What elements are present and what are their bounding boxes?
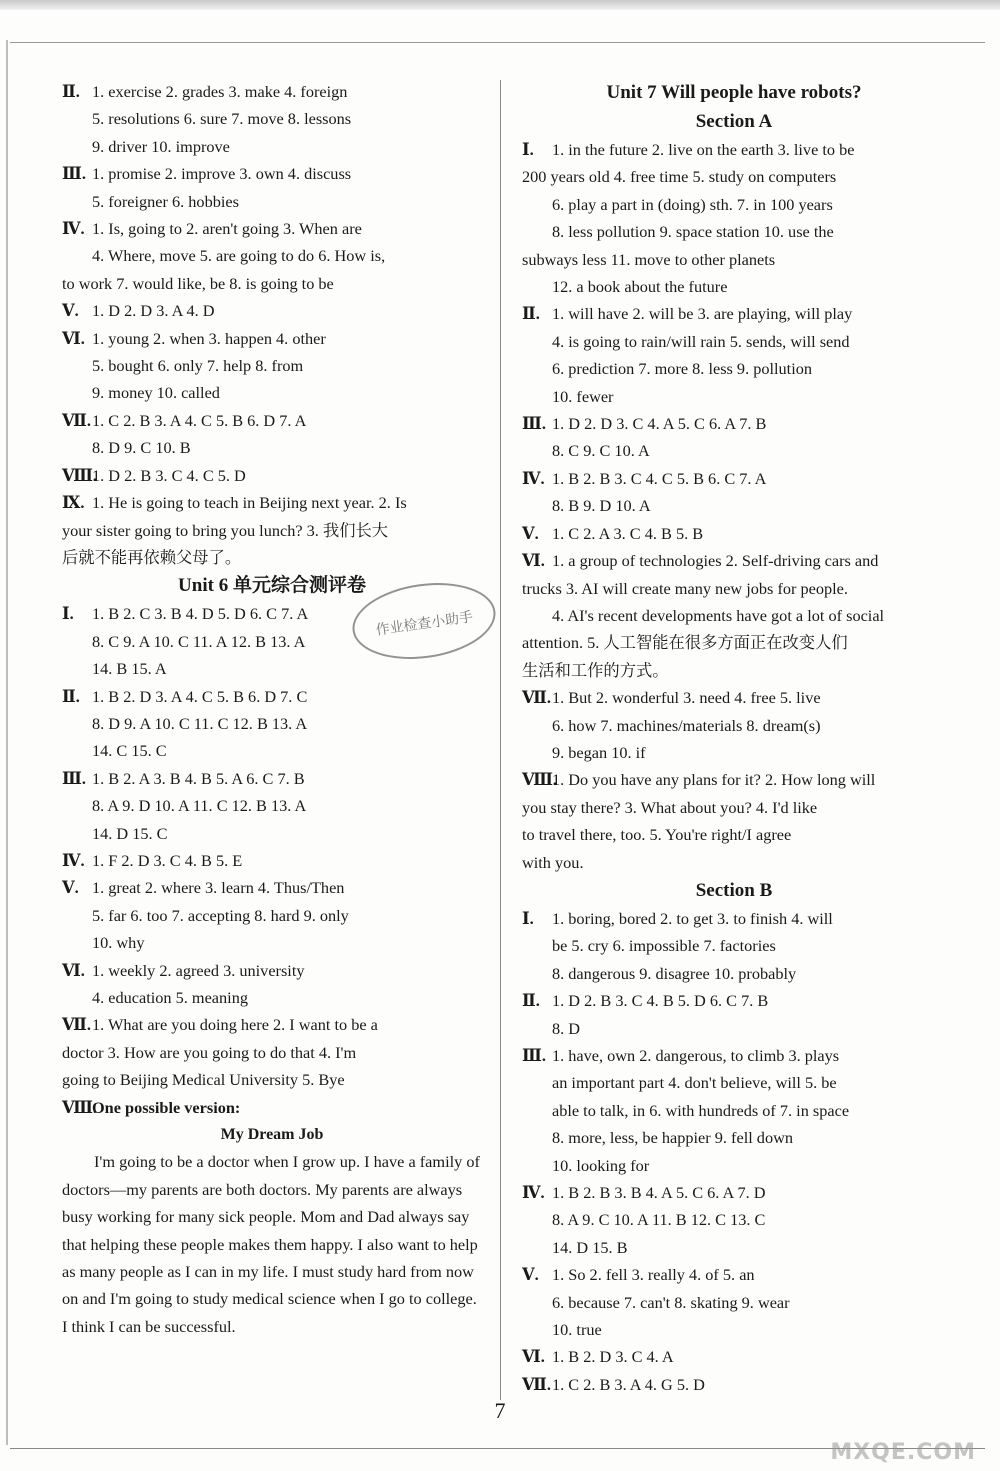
- answer-line: [522, 657, 946, 684]
- section-numeral: Ⅸ.: [62, 493, 85, 513]
- answer-line: [522, 1234, 946, 1261]
- answer-line: [62, 489, 482, 516]
- answer-text: 1. B 2. A 3. B 4. B 5. A 6. C 7. B: [92, 768, 305, 788]
- answer-line: [62, 984, 482, 1011]
- answer-text: 1. have, own 2. dangerous, to climb 3. plays: [552, 1046, 840, 1065]
- answer-line: [62, 188, 482, 215]
- answer-line: [522, 739, 946, 766]
- answer-line: [522, 575, 946, 602]
- answer-line: [522, 629, 946, 656]
- answer-text: 6. prediction 7. more 8. less 9. pollution: [552, 359, 813, 379]
- section-numeral: Ⅴ.: [62, 301, 79, 321]
- answer-text: 10. fewer: [552, 386, 614, 406]
- answer-text: able to talk, in 6. with hundreds of 7. in space: [552, 1100, 850, 1120]
- answer-text: your sister going to bring you lunch? 3. 我们长大: [62, 520, 389, 540]
- answer-text: doctor 3. How are you going to do that 4. I'm: [62, 1042, 357, 1062]
- answer-text: 8. C 9. C 10. A: [552, 441, 650, 461]
- answer-text: going to Beijing Medical University 5. Bye: [62, 1070, 345, 1090]
- answer-text: subways less 11. move to other planets: [522, 249, 776, 269]
- binding-edge: [6, 40, 8, 1445]
- answer-line: [62, 820, 482, 847]
- section-numeral: Ⅲ.: [62, 768, 86, 788]
- section-numeral: Ⅶ.: [62, 1015, 91, 1035]
- answer-text: 4. Where, move 5. are going to do 6. How is,: [92, 246, 386, 266]
- answer-text: 9. money 10. called: [92, 383, 220, 403]
- answer-text: 4. education 5. meaning: [92, 988, 248, 1007]
- answer-text: an important part 4. don't believe, will 5. be: [552, 1073, 837, 1093]
- answer-text: 8. more, less, be happier 9. fell down: [552, 1128, 793, 1148]
- answer-text: 14. D 15. B: [552, 1237, 628, 1257]
- answer-text: 1. C 2. B 3. A 4. G 5. D: [552, 1374, 705, 1394]
- top-rule: [10, 42, 985, 43]
- answer-line: [62, 160, 482, 187]
- answer-text: 8. B 9. D 10. A: [552, 496, 651, 516]
- answer-line: [62, 544, 482, 571]
- answer-line: [62, 874, 482, 901]
- answer-text: 8. dangerous 9. disagree 10. probably: [552, 963, 797, 983]
- answer-text: 10. looking for: [552, 1155, 650, 1175]
- answer-line: [62, 655, 482, 682]
- section-numeral: Ⅴ.: [522, 1265, 539, 1285]
- answer-line: [62, 1094, 482, 1121]
- answer-text: 1. C 2. B 3. A 4. C 5. B 6. D 7. A: [92, 410, 307, 430]
- answer-text: 4. AI's recent developments have got a lot of social: [552, 605, 885, 625]
- answer-line: [522, 1015, 946, 1042]
- answer-text: 1. So 2. fell 3. really 4. of 5. an: [552, 1265, 755, 1285]
- section-numeral: Ⅱ.: [522, 991, 540, 1011]
- section-numeral: Ⅷ.: [62, 1097, 98, 1117]
- answer-line: [62, 1039, 482, 1066]
- answer-line: [522, 712, 946, 739]
- answer-text: attention. 5. 人工智能在很多方面正在改变人们: [522, 633, 848, 653]
- answer-text: 1. boring, bored 2. to get 3. to finish 4. will: [552, 908, 833, 928]
- answer-line: [62, 407, 482, 434]
- answer-text: 9. driver 10. improve: [92, 136, 230, 156]
- answer-text: 1. young 2. when 3. happen 4. other: [92, 328, 326, 348]
- answer-text: to work 7. would like, be 8. is going to be: [62, 273, 334, 293]
- answer-line: [522, 465, 946, 492]
- section-numeral: Ⅰ.: [522, 908, 534, 928]
- answer-text: 10. true: [552, 1320, 602, 1340]
- answer-line: [522, 191, 946, 218]
- answer-text: you stay there? 3. What about you? 4. I'd like: [522, 797, 818, 817]
- section-numeral: Ⅱ.: [522, 304, 540, 324]
- answer-line: [62, 737, 482, 764]
- scan-top-edge: [0, 0, 1000, 10]
- answer-line: [522, 437, 946, 464]
- answer-text: 1. What are you doing here 2. I want to be a: [92, 1015, 378, 1035]
- answer-line: [522, 1289, 946, 1316]
- answer-line: [62, 434, 482, 461]
- answer-line: [522, 821, 946, 848]
- section-heading: Section B: [695, 879, 773, 901]
- answer-text: 1. great 2. where 3. learn 4. Thus/Then: [92, 878, 345, 898]
- answer-line: [62, 352, 482, 379]
- answer-line: [522, 932, 946, 959]
- answer-line: [522, 849, 946, 876]
- section-numeral: Ⅲ.: [522, 1046, 546, 1065]
- answer-line: [62, 517, 482, 544]
- answer-text: 6. play a part in (doing) sth. 7. in 100 years: [552, 194, 833, 214]
- answer-line: [62, 847, 482, 874]
- stamp-text: 作业检查小助手: [374, 609, 475, 639]
- answer-text: 1. Is, going to 2. aren't going 3. When are: [92, 219, 362, 239]
- answer-text: 1. weekly 2. agreed 3. university: [92, 960, 305, 980]
- answer-line: [522, 1069, 946, 1096]
- answer-line: [522, 246, 946, 273]
- answer-line: [62, 78, 482, 105]
- answer-line: [522, 1261, 946, 1288]
- answer-line: [62, 1066, 482, 1093]
- answer-text: be 5. cry 6. impossible 7. factories: [552, 936, 776, 956]
- section-numeral: Ⅴ.: [62, 878, 79, 898]
- answer-line: [522, 355, 946, 382]
- answer-line: [62, 765, 482, 792]
- section-numeral: Ⅵ.: [62, 328, 85, 348]
- answer-line: [522, 410, 946, 437]
- answer-text: 1. B 2. C 3. B 4. D 5. D 6. C 7. A: [92, 604, 309, 624]
- section-numeral: Ⅷ.: [522, 770, 558, 790]
- answer-text: 1. F 2. D 3. C 4. B 5. E: [92, 850, 243, 870]
- section-numeral: Ⅷ.: [62, 465, 98, 485]
- answer-text: 5. bought 6. only 7. help 8. from: [92, 356, 304, 376]
- answer-line: [62, 105, 482, 132]
- answer-text: 8. D 9. C 10. B: [92, 438, 191, 458]
- answer-text: 8. A 9. D 10. A 11. C 12. B 13. A: [92, 796, 307, 816]
- answer-line: [522, 1152, 946, 1179]
- section-numeral: Ⅰ.: [62, 604, 74, 624]
- page-number: 7: [494, 1398, 506, 1423]
- site-watermark: [800, 1397, 990, 1469]
- answer-text: 生活和工作的方式。: [522, 660, 669, 680]
- answer-line: [522, 905, 946, 932]
- answer-text: 1. a group of technologies 2. Self-driving cars and: [552, 551, 879, 571]
- answer-text: 200 years old 4. free time 5. study on computers: [522, 167, 837, 187]
- answer-line: [62, 325, 482, 352]
- answer-line: [522, 218, 946, 245]
- answer-text: 14. C 15. C: [92, 741, 167, 761]
- answer-line: [522, 492, 946, 519]
- answer-line: [522, 1042, 946, 1069]
- answer-text: 1. B 2. D 3. C 4. A: [552, 1347, 674, 1367]
- answer-line: [522, 300, 946, 327]
- answer-line: [522, 1316, 946, 1343]
- answer-text: 后就不能再依赖父母了。: [62, 547, 242, 567]
- answer-line: [522, 684, 946, 711]
- answer-line: [62, 902, 482, 929]
- answer-text: 1. D 2. D 3. C 4. A 5. C 6. A 7. B: [552, 414, 767, 434]
- answer-line: [62, 270, 482, 297]
- answer-text: 1. D 2. B 3. C 4. B 5. D 6. C 7. B: [552, 991, 769, 1011]
- answer-line: [62, 242, 482, 269]
- answer-text: 5. foreigner 6. hobbies: [92, 191, 239, 211]
- answer-line: [62, 957, 482, 984]
- answer-text: 1. He is going to teach in Beijing next year. 2. Is: [92, 493, 407, 513]
- answer-text: 1. promise 2. improve 3. own 4. discuss: [92, 164, 352, 184]
- answer-text: with you.: [522, 852, 584, 872]
- answer-line: [522, 328, 946, 355]
- answer-text: 1. in the future 2. live on the earth 3. live to be: [552, 140, 855, 159]
- answer-text: One possible version:: [92, 1097, 241, 1117]
- answer-text: 14. B 15. A: [92, 659, 167, 679]
- answer-text: 1. exercise 2. grades 3. make 4. foreign: [92, 82, 348, 101]
- answer-line: [62, 792, 482, 819]
- answer-text: 1. D 2. B 3. C 4. C 5. D: [92, 465, 246, 485]
- answer-line: [62, 683, 482, 710]
- section-heading: Section A: [695, 111, 773, 132]
- answer-line: [522, 987, 946, 1014]
- section-numeral: Ⅳ.: [62, 219, 85, 239]
- answer-line: [62, 379, 482, 406]
- right-column: [522, 78, 946, 1398]
- answer-text: 8. A 9. C 10. A 11. B 12. C 13. C: [552, 1210, 766, 1230]
- section-numeral: Ⅶ.: [522, 688, 551, 708]
- answer-line: [62, 133, 482, 160]
- answer-line: [522, 1179, 946, 1206]
- section-numeral: Ⅵ.: [522, 551, 545, 571]
- answer-line: [62, 929, 482, 956]
- answer-line: [522, 766, 946, 793]
- answer-text: 1. B 2. B 3. B 4. A 5. C 6. A 7. D: [552, 1183, 766, 1203]
- answer-line: [62, 1011, 482, 1038]
- column-divider: [500, 80, 501, 1400]
- answer-line: [522, 794, 946, 821]
- answer-line: [522, 1343, 946, 1370]
- answer-line: [522, 1124, 946, 1151]
- answer-text: 1. B 2. D 3. A 4. C 5. B 6. D 7. C: [92, 686, 308, 706]
- answer-line: [62, 462, 482, 489]
- section-numeral: Ⅶ.: [62, 410, 91, 430]
- answer-text: 8. C 9. A 10. C 11. A 12. B 13. A: [92, 631, 306, 651]
- answer-line: [522, 547, 946, 574]
- answer-text: 6. because 7. can't 8. skating 9. wear: [552, 1292, 790, 1312]
- answer-text: 1. will have 2. will be 3. are playing, will play: [552, 304, 853, 324]
- answer-line: [522, 1097, 946, 1124]
- answer-text: to travel there, too. 5. You're right/I agree: [522, 825, 792, 845]
- answer-text: 5. resolutions 6. sure 7. move 8. lessons: [92, 109, 352, 129]
- section-numeral: Ⅲ.: [522, 414, 546, 434]
- answer-text: 8. less pollution 9. space station 10. use the: [552, 222, 834, 242]
- answer-line: [522, 520, 946, 547]
- section-numeral: Ⅵ.: [522, 1347, 545, 1367]
- answer-line: [62, 710, 482, 737]
- answer-line: [522, 602, 946, 629]
- answer-text: 4. is going to rain/will rain 5. sends, will send: [552, 331, 850, 351]
- section-numeral: Ⅱ.: [62, 686, 80, 706]
- section-numeral: Ⅱ.: [62, 82, 80, 101]
- answer-line: [522, 163, 946, 190]
- section-numeral: Ⅴ.: [522, 523, 539, 543]
- answer-text: 10. why: [92, 933, 145, 953]
- essay-paragraph: I'm going to be a doctor when I grow up. I have a family of doctors—my parents are both doctors. My parents are always busy working for many sick people. Mom and Dad always say that helping these people makes them happy. I also want to help as many people as I can in my life. I must study hard from now on and I'm going to study medical science when I go to college. I think I can be successful.: [62, 1152, 480, 1336]
- answer-text: 1. B 2. B 3. C 4. C 5. B 6. C 7. A: [552, 468, 767, 488]
- answer-text: 6. how 7. machines/materials 8. dream(s): [552, 715, 821, 735]
- answer-line: [522, 383, 946, 410]
- answer-text: 5. far 6. too 7. accepting 8. hard 9. only: [92, 905, 349, 925]
- answer-text: 1. But 2. wonderful 3. need 4. free 5. live: [552, 688, 821, 708]
- section-numeral: Ⅵ.: [62, 960, 85, 980]
- section-numeral: Ⅳ.: [62, 850, 85, 870]
- answer-line: [62, 215, 482, 242]
- left-column: [62, 78, 482, 1340]
- essay-title: My Dream Job: [220, 1126, 324, 1144]
- answer-line: [522, 273, 946, 300]
- answer-line: [522, 1371, 946, 1398]
- section-numeral: Ⅳ.: [522, 468, 545, 488]
- section-numeral: Ⅳ.: [522, 1183, 545, 1203]
- answer-text: 1. D 2. D 3. A 4. D: [92, 301, 215, 321]
- answer-line: [62, 297, 482, 324]
- answer-text: trucks 3. AI will create many new jobs for people.: [522, 578, 848, 598]
- answer-text: 8. D 9. A 10. C 11. C 12. B 13. A: [92, 713, 308, 733]
- answer-text: 14. D 15. C: [92, 823, 168, 843]
- watermark-text: MXQE.COM: [830, 1440, 976, 1465]
- answer-text: 1. C 2. A 3. C 4. B 5. B: [552, 523, 704, 543]
- answer-text: 9. began 10. if: [552, 742, 646, 762]
- section-heading: Unit 6 单元综合测评卷: [178, 575, 366, 597]
- section-numeral: Ⅶ.: [522, 1374, 551, 1394]
- answer-line: [522, 960, 946, 987]
- answer-text: 8. D: [552, 1018, 581, 1038]
- answer-line: [522, 136, 946, 163]
- section-numeral: Ⅰ.: [522, 140, 534, 159]
- section-heading: Unit 7 Will people have robots?: [606, 82, 862, 103]
- answer-text: 12. a book about the future: [552, 277, 728, 297]
- answer-line: [522, 1206, 946, 1233]
- answer-text: 1. Do you have any plans for it? 2. How long will: [552, 770, 876, 790]
- section-numeral: Ⅲ.: [62, 164, 86, 184]
